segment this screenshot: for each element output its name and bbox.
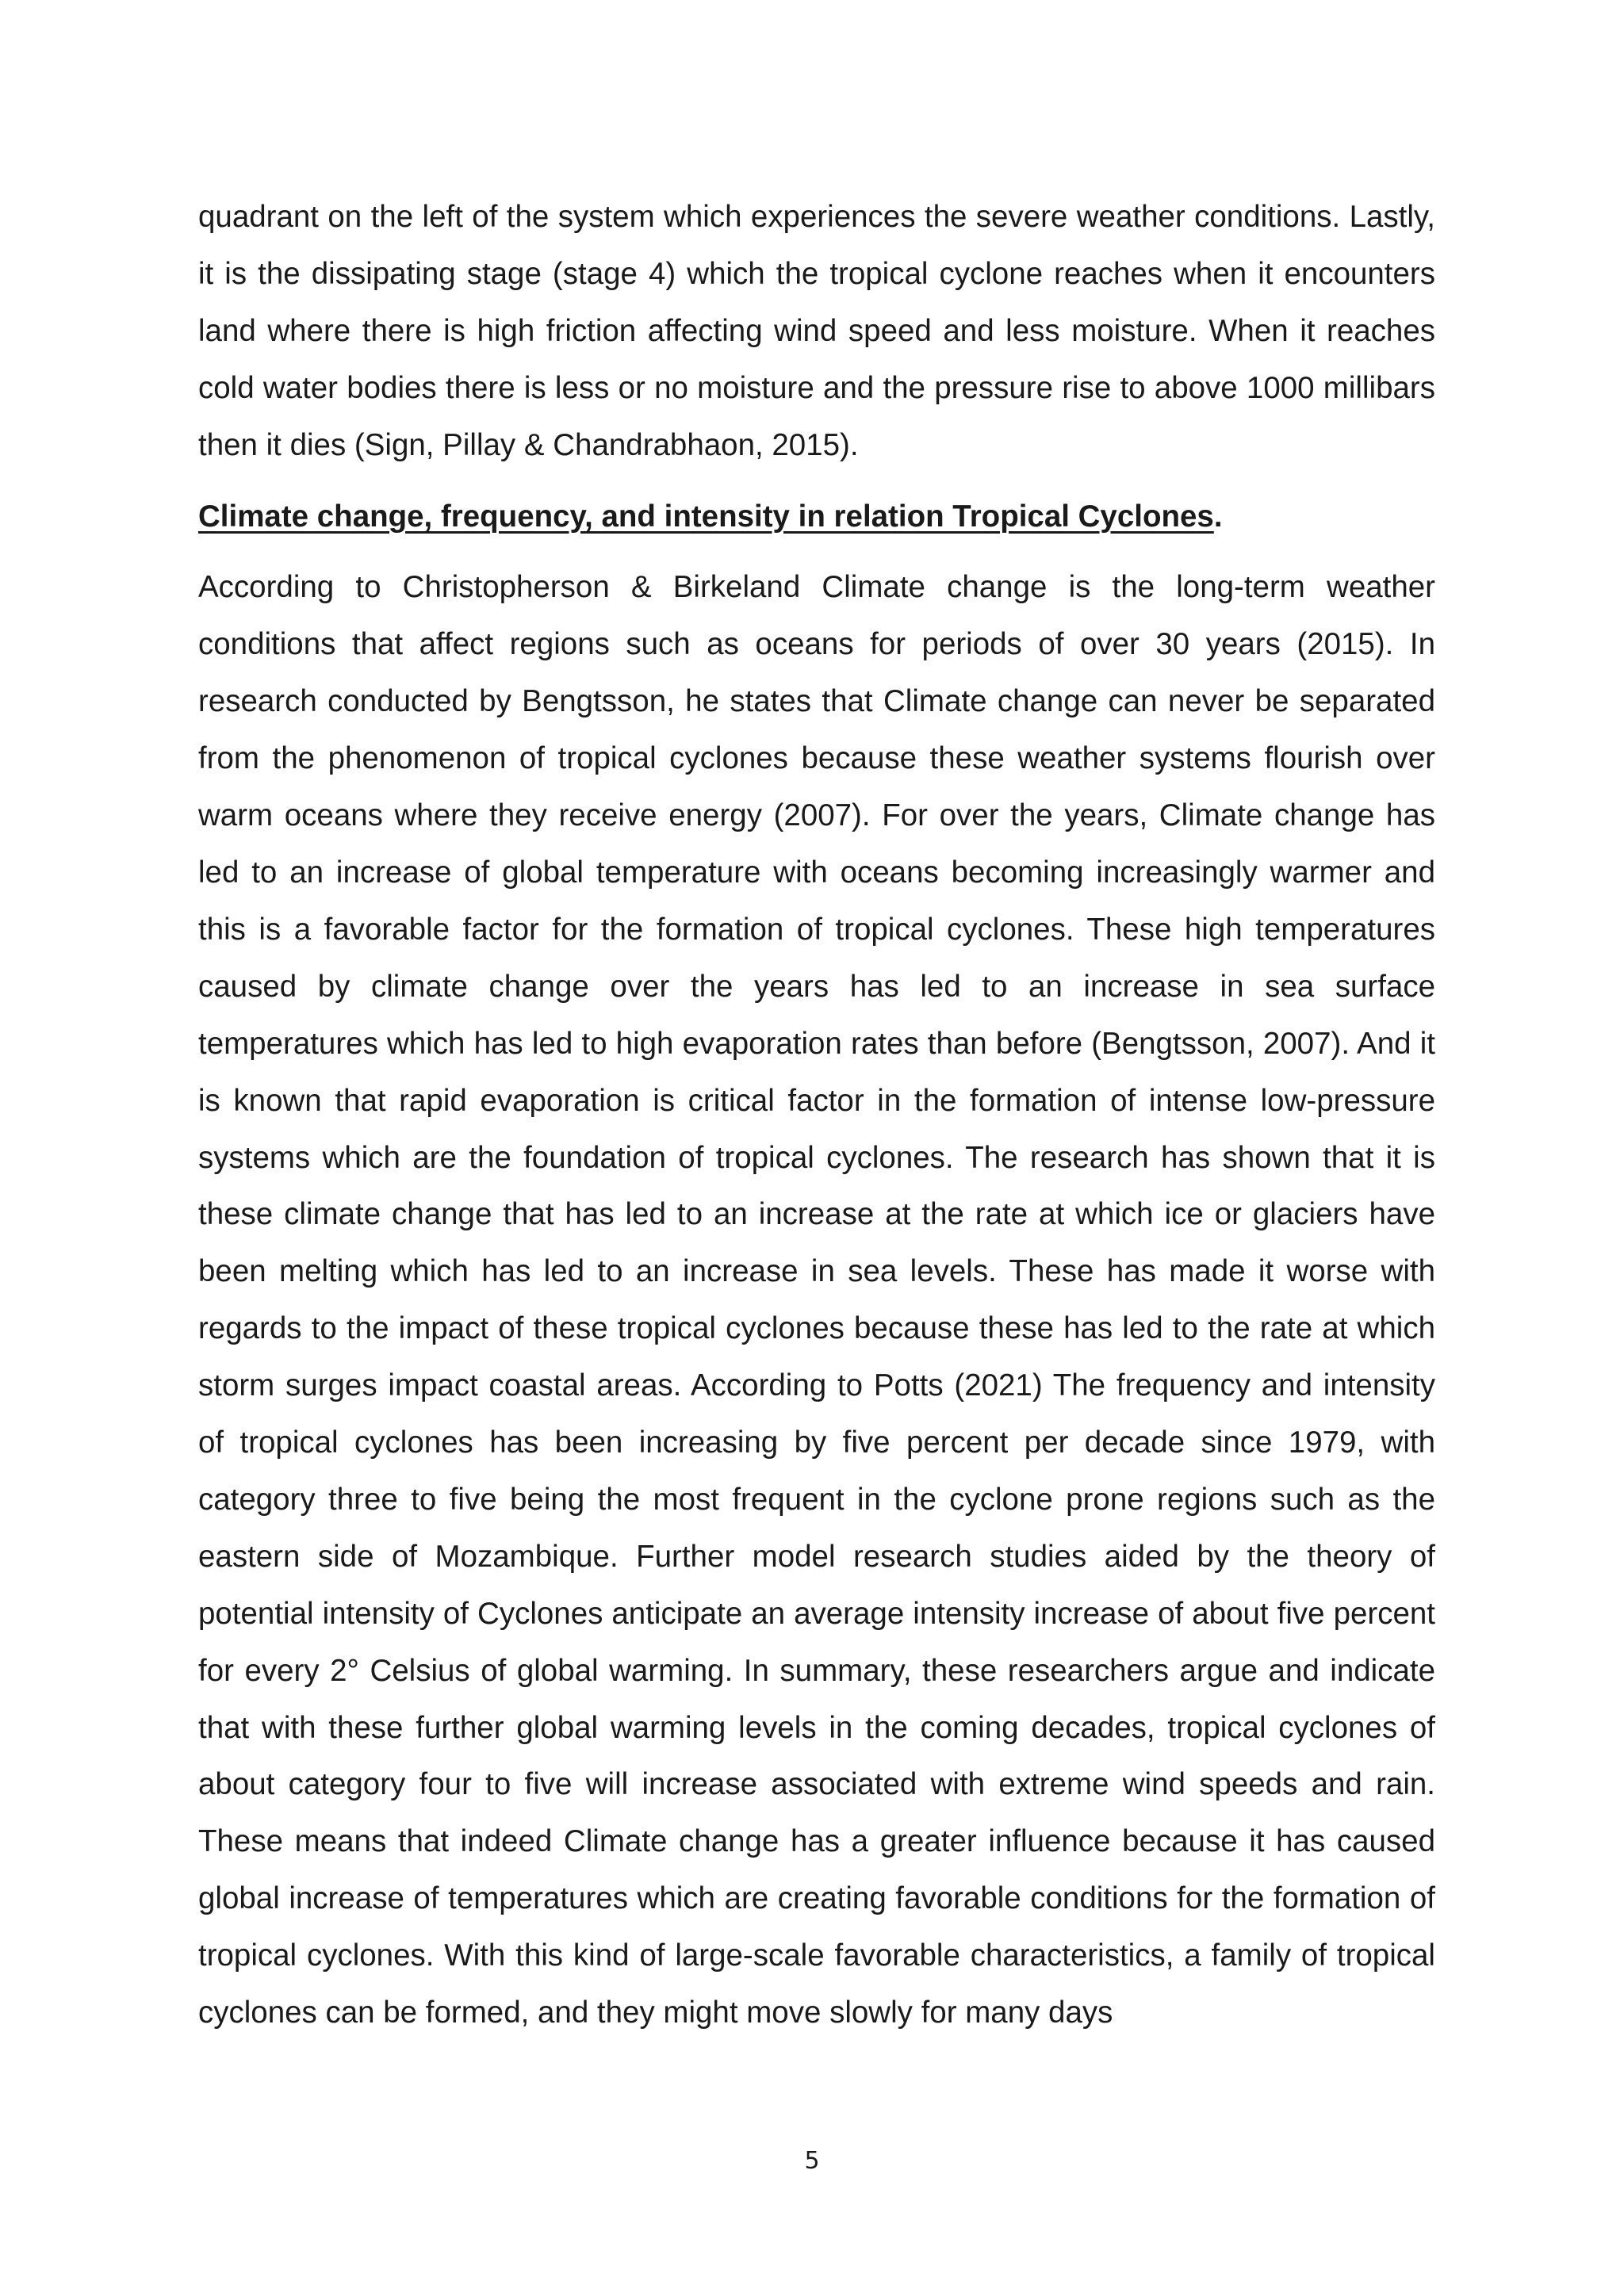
paragraph-dissipating-stage: quadrant on the left of the system which experiences the severe weather conditions. Lastly, it is the dissipating stage (stage 4) which the tropical cyclone reaches when it encounters land where there is high friction affecting wind speed and less moisture. When it reaches cold water bodies there is less or no moisture and the pressure rise to above 1000 millibars then it dies (Sign, Pillay & Chandrabhaon, 2015). (198, 200, 1435, 462)
paragraph-climate-change: According to Christopherson & Birkeland Climate change is the long-term weather conditions that affect regions such as oceans for periods of over 30 years (2015). In research conducted by Bengtsson, he states that Climate change can never be separated from the phenomenon of tropical cyclones because these weather systems flourish over warm oceans where they receive energy (2007). For over the years, Climate change has led to an increase of global temperature with oceans becoming increasingly warmer and this is a favorable factor for the formation of tropical cyclones. These high temperatures caused by climate change over the years has led to an increase in sea surface temperatures which has led to high evaporation rates than before (Bengtsson, 2007). And it is known that rapid evaporation is critical factor in the formation of intense low-pressure systems which are the foundation of tropical cyclones. The research has shown that it is these climate change that has led to an increase at the rate at which ice or glaciers have been melting which has led to an increase in sea levels. These has made it worse with regards to the impact of these tropical cyclones because these has led to the rate at which storm surges impact coastal areas. According to Potts (2021) The frequency and intensity of tropical cyclones has been increasing by five percent per decade since 1979, with category three to five being the most frequent in the cyclone prone regions such as the eastern side of Mozambique. Further model research studies aided by the theory of potential intensity of Cyclones anticipate an average intensity increase of about five percent for every 2° Celsius of global warming. In summary, these researchers argue and indicate that with these further global warming levels in the coming decades, tropical cyclones of about category four to five will increase associated with extreme wind speeds and rain. These means that indeed Climate change has a greater influence because it has caused global increase of temperatures which are creating favorable conditions for the formation of tropical cyclones. With this kind of large-scale favorable characteristics, a family of tropical cyclones can be formed, and they might move slowly for many days (198, 570, 1435, 2030)
page-number: 5 (804, 2147, 820, 2175)
text-column (198, 189, 1435, 2042)
section-heading-text: Climate change, frequency, and intensity in relation Tropical Cyclones (198, 499, 1214, 534)
section-heading-period: . (1213, 499, 1223, 534)
section-heading (198, 488, 1435, 545)
